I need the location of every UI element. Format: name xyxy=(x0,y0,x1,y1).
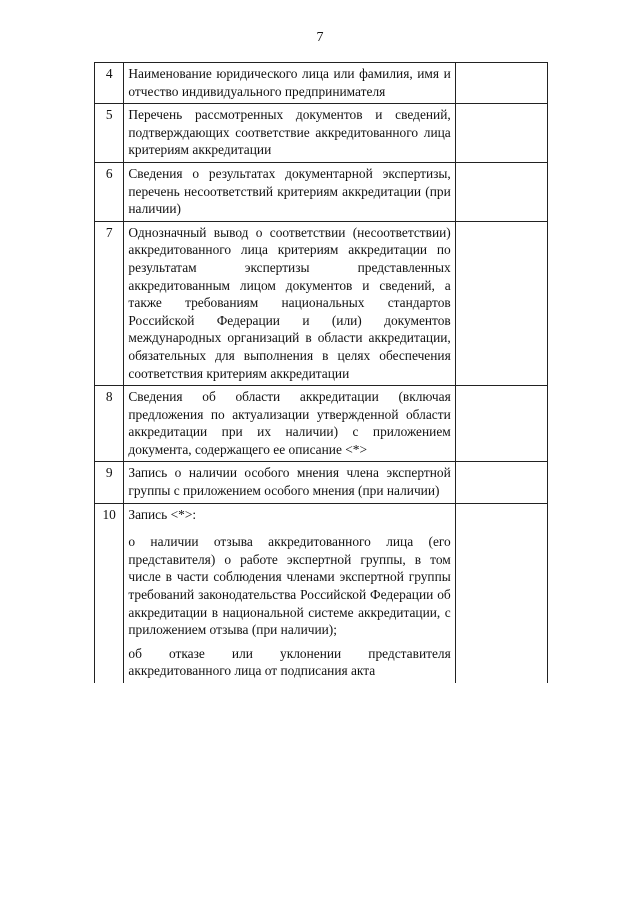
table-row xyxy=(95,503,548,683)
row-number: 10 xyxy=(95,503,124,683)
row-description xyxy=(124,63,455,104)
row-value-cell xyxy=(455,162,547,221)
row-number: 4 xyxy=(95,63,124,104)
row-value-cell xyxy=(455,462,547,503)
table-row xyxy=(95,462,548,503)
row-value-cell xyxy=(455,221,547,385)
table-row xyxy=(95,162,548,221)
row-description xyxy=(124,162,455,221)
row-text: об отказе или уклонении представителя аккредитованного лица от подписания акта xyxy=(128,645,451,679)
table-row xyxy=(95,63,548,104)
row-number: 9 xyxy=(95,462,124,503)
row-number: 7 xyxy=(95,221,124,385)
table-row xyxy=(95,386,548,462)
row-text: Сведения о результатах документарной экспертизы, перечень несоответствий критериям аккредитации (при наличии) xyxy=(128,165,451,217)
row-description xyxy=(124,462,455,503)
row-heading: Запись <*>: xyxy=(128,506,197,522)
row-description xyxy=(124,386,455,462)
row-text: Однозначный вывод о соответствии (несоответствии) аккредитованного лица критериям аккредитации по результатам экспертизы представленных аккредитованным лицом документов и сведений, а также требованиям национальных стандартов Российской Федерации и (или) документов международных организаций в области аккредитации, обязательных для выполнения в целях обеспечения соответствия критериям аккредитации xyxy=(128,224,451,381)
row-text: Перечень рассмотренных документов и сведений, подтверждающих соответствие аккредитованного лица критериям аккредитации xyxy=(128,107,451,158)
row-number: 8 xyxy=(95,386,124,462)
row-number: 6 xyxy=(95,162,124,221)
row-description xyxy=(124,503,455,683)
row-text: Сведения об области аккредитации (включая предложения по актуализации утвержденной области аккредитации при их наличии) с приложением документа, содержащего ее описание <*> xyxy=(128,389,451,457)
row-description xyxy=(124,221,455,385)
table-row xyxy=(95,221,548,385)
row-number: 5 xyxy=(95,104,124,163)
row-value-cell xyxy=(455,503,547,683)
document-table xyxy=(94,62,548,683)
row-value-cell xyxy=(455,63,547,104)
row-value-cell xyxy=(455,386,547,462)
row-text: Запись о наличии особого мнения члена экспертной группы с приложением особого мнения (при наличии) xyxy=(128,465,451,499)
page-number: 7 xyxy=(316,30,324,45)
row-value-cell xyxy=(455,104,547,163)
row-text: Наименование юридического лица или фамилия, имя и отчество индивидуального предпринимателя xyxy=(128,66,451,99)
row-description xyxy=(124,104,455,163)
row-text: о наличии отзыва аккредитованного лица (его представителя) о работе экспертной группы, в том числе в части соблюдения членами экспертной группы требований законодательства Российской Федерации об аккредитации в национальной системе аккредитации, с приложением отзыва (при наличии); xyxy=(128,534,451,638)
table-row xyxy=(95,104,548,163)
